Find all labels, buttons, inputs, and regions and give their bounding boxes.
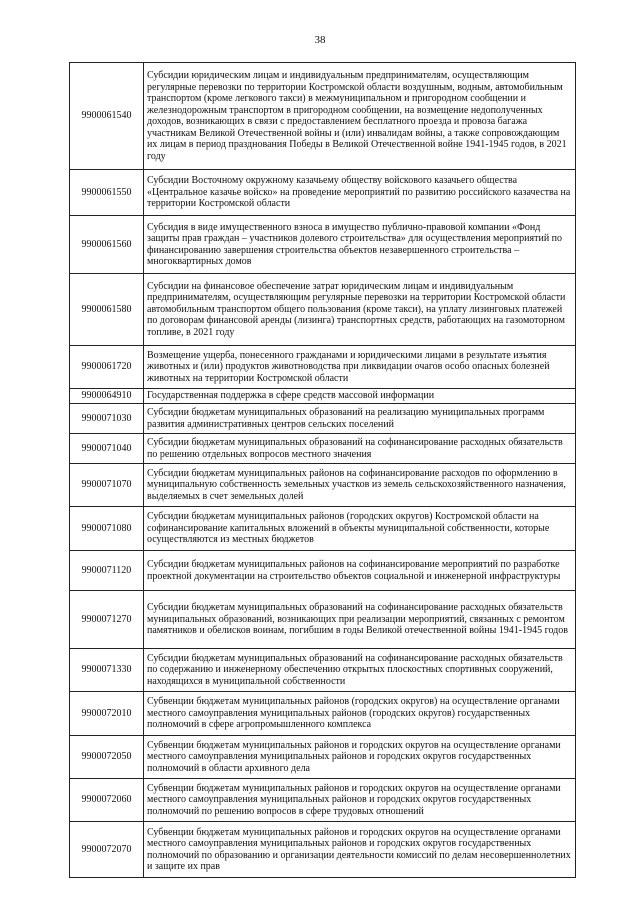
- budget-code: 9900064910: [70, 389, 144, 404]
- budget-code: 9900061550: [70, 170, 144, 216]
- table-row: [70, 434, 576, 464]
- budget-description: Возмещение ущерба, понесенного гражданами и юридическими лицами в результате изъятия животных и (или) продуктов животноводства при ликвидации очагов особо опасных болезней животных на территории Костромской области: [144, 346, 576, 389]
- budget-description: Субвенции бюджетам муниципальных районов и городских округов на осуществление органами местного самоуправления муниципальных районов и городских округов государственных полномочий по решению вопросов в сфере трудовых отношений: [144, 779, 576, 822]
- budget-code: 9900061560: [70, 216, 144, 274]
- budget-code: 9900061580: [70, 274, 144, 346]
- budget-description: Субсидии бюджетам муниципальных образований на реализацию муниципальных программ развития административных центров сельских поселений: [144, 404, 576, 434]
- budget-description: Субсидии бюджетам муниципальных образований на софинансирование расходных обязательств муниципальных образований, возникающих при реализации мероприятий, связанных с ремонтом памятников и обелисков воинам, погибшим в годы Великой отечественной войны 1941-1945 годов: [144, 591, 576, 649]
- budget-description: Субсидии юридическим лицам и индивидуальным предпринимателям, осуществляющим регулярные перевозки по территории Костромской области воздушным, водным, автомобильным транспортом (кроме легкового такси) в межмуниципальном и пригородном сообщении и железнодорожным транспортом в пригородном сообщении, на возмещение недополученных доходов, возникающих в связи с предоставлением бесплатного проезда и провоза багажа участникам Великой Отечественной войны и (или) инвалидам войны, а также сопровождающим их лицам в период празднования Победы в Великой Отечественной войне 1941-1945 годов, в 2021 году: [144, 63, 576, 170]
- budget-code: 9900072050: [70, 736, 144, 779]
- budget-description: Субвенции бюджетам муниципальных районов и городских округов на осуществление органами местного самоуправления муниципальных районов и городских округов государственных полномочий в области архивного дела: [144, 736, 576, 779]
- budget-description: Субсидии бюджетам муниципальных районов на софинансирование расходов по оформлению в муниципальную собственность земельных участков из земель сельскохозяйственного назначения, выделяемых в счет земельных долей: [144, 464, 576, 507]
- budget-code: 9900072010: [70, 692, 144, 736]
- budget-description: Субсидия в виде имущественного взноса в имущество публично-правовой компании «Фонд защиты прав граждан – участников долевого строительства» для осуществления мероприятий по финансированию завершения строительства объектов незавершенного строительства – многоквартирных домов: [144, 216, 576, 274]
- table-row: [70, 404, 576, 434]
- table-row: [70, 692, 576, 736]
- budget-classification-table: [69, 62, 576, 878]
- table-row: [70, 464, 576, 507]
- table-row: [70, 779, 576, 822]
- budget-description: Государственная поддержка в сфере средств массовой информации: [144, 389, 576, 404]
- budget-code: 9900061540: [70, 63, 144, 170]
- budget-code: 9900072070: [70, 822, 144, 878]
- budget-description: Субсидии на финансовое обеспечение затрат юридическим лицам и индивидуальным предпринимателям, осуществляющим регулярные перевозки на территории Костромской области автомобильным транспортом общего пользования (кроме такси), на уплату лизинговых платежей по договорам финансовой аренды (лизинга) транспортных средств, работающих на газомоторном топливе, в 2021 году: [144, 274, 576, 346]
- table-row: [70, 551, 576, 591]
- budget-description: Субсидии Восточному окружному казачьему обществу войскового казачьего общества «Центральное казачье войско» на проведение мероприятий по развитию российского казачества на территории Костромской области: [144, 170, 576, 216]
- table-body: [70, 63, 576, 878]
- budget-description: Субвенции бюджетам муниципальных районов и городских округов на осуществление органами местного самоуправления муниципальных районов и городских округов государственных полномочий по образованию и организации деятельности комиссий по делам несовершеннолетних и защите их прав: [144, 822, 576, 878]
- budget-code: 9900061720: [70, 346, 144, 389]
- budget-description: Субвенции бюджетам муниципальных районов (городских округов) на осуществление органами местного самоуправления муниципальных районов (городских округов) государственных полномочий в сфере агропромышленного комплекса: [144, 692, 576, 736]
- table-row: [70, 63, 576, 170]
- budget-code: 9900071080: [70, 507, 144, 551]
- budget-description: Субсидии бюджетам муниципальных образований на софинансирование расходных обязательств по содержанию и инженерному обеспечению открытых плоскостных спортивных сооружений, находящихся в муниципальной собственности: [144, 649, 576, 692]
- table-row: [70, 649, 576, 692]
- budget-code: 9900071030: [70, 404, 144, 434]
- table-row: [70, 736, 576, 779]
- budget-description: Субсидии бюджетам муниципальных районов (городских округов) Костромской области на софинансирование капитальных вложений в объекты муниципальной собственности, которые осуществляются из местных бюджетов: [144, 507, 576, 551]
- table-row: [70, 389, 576, 404]
- budget-code: 9900072060: [70, 779, 144, 822]
- table-row: [70, 216, 576, 274]
- page-number: 38: [314, 34, 326, 46]
- table-row: [70, 274, 576, 346]
- budget-code: 9900071270: [70, 591, 144, 649]
- budget-code: 9900071120: [70, 551, 144, 591]
- budget-code: 9900071040: [70, 434, 144, 464]
- table-row: [70, 170, 576, 216]
- table-row: [70, 822, 576, 878]
- budget-description: Субсидии бюджетам муниципальных районов на софинансирование мероприятий по разработке проектной документации на строительство объектов социальной и инженерной инфраструктуры: [144, 551, 576, 591]
- budget-description: Субсидии бюджетам муниципальных образований на софинансирование расходных обязательств по решению отдельных вопросов местного значения: [144, 434, 576, 464]
- table-row: [70, 346, 576, 389]
- budget-code: 9900071070: [70, 464, 144, 507]
- budget-code: 9900071330: [70, 649, 144, 692]
- table-row: [70, 507, 576, 551]
- table-row: [70, 591, 576, 649]
